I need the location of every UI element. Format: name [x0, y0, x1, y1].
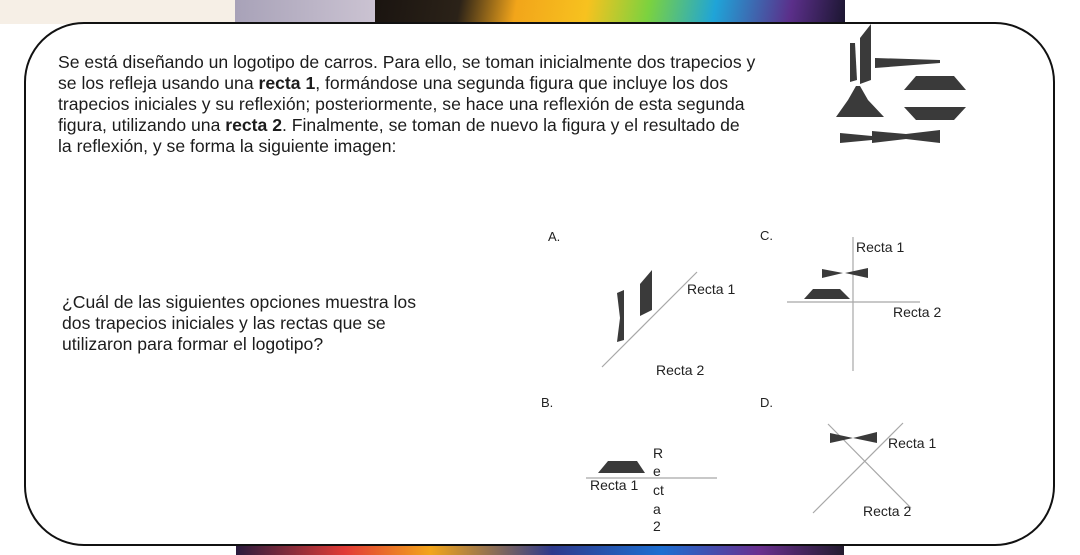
option-b-trapezoid — [598, 461, 645, 473]
logo-top-bowtie — [875, 58, 940, 68]
option-d[interactable] — [760, 395, 936, 519]
option-b-recta-2-char-3: ct — [653, 482, 664, 498]
option-d-recta-1-label: Recta 1 — [888, 435, 937, 451]
option-d-recta-2-label: Recta 2 — [863, 503, 912, 519]
option-c-trapezoid — [804, 289, 850, 299]
logo-bottom-bowtie-right — [872, 130, 940, 143]
statement-text-3: . Finalmente, se toman de nuevo la figura y el resultado de la reflexión, y se forma la siguiente imagen: — [58, 115, 740, 156]
option-b-recta-2-char-5: 2 — [653, 518, 661, 534]
option-d-letter: D. — [760, 395, 773, 410]
option-b-recta-2-char-4: a — [653, 501, 661, 517]
option-d-bowtie-left — [830, 433, 853, 443]
statement-text-1: Se está diseñando un logotipo de carros. Para ello, se toman inicialmente dos trapecios y se los refleja usando una — [58, 52, 756, 93]
option-c-letter: C. — [760, 228, 773, 243]
option-c-recta-2-label: Recta 2 — [893, 304, 942, 320]
option-b-recta-1-label: Recta 1 — [590, 477, 639, 493]
option-b[interactable] — [541, 395, 717, 534]
logo-bottom-bowtie-left — [840, 133, 875, 143]
option-b-letter: B. — [541, 395, 554, 410]
option-c-recta-1-label: Recta 1 — [856, 239, 905, 255]
option-b-recta-2-char-2: e — [653, 463, 661, 479]
option-c[interactable] — [760, 228, 941, 371]
statement-bold-recta-2: recta 2 — [225, 115, 282, 135]
logo-left-bar — [860, 24, 871, 84]
option-a-trapezoid — [640, 270, 652, 316]
option-a-left-hourglass — [617, 290, 624, 342]
logo-figure — [836, 24, 966, 143]
option-b-recta-2-char-1: R — [653, 445, 664, 461]
option-d-bowtie-right — [853, 432, 877, 443]
option-a-recta-2-label: Recta 2 — [656, 362, 705, 378]
question-text: ¿Cuál de las siguientes opciones muestra los dos trapecios iniciales y las rectas que se utilizaron para formar el logotipo? — [62, 292, 417, 354]
option-a-recta-1-label: Recta 1 — [687, 281, 736, 297]
option-c-bowtie-left — [822, 269, 843, 278]
option-a-letter: A. — [548, 229, 561, 244]
statement-text-2: , formándose una segunda figura que incluye los dos trapecios iniciales y su reflexión; posteriormente, se hace una reflexión de esta segunda figura, utilizando una — [58, 73, 745, 135]
option-a[interactable] — [548, 229, 735, 378]
logo-right-trapezoid-top — [904, 76, 966, 90]
logo-left-hourglass — [836, 86, 884, 117]
logo-right-trapezoid-bottom — [904, 107, 966, 120]
logo-left-bar-thin — [850, 43, 857, 82]
option-c-bowtie-right — [845, 268, 868, 278]
statement-bold-recta-1: recta 1 — [258, 73, 316, 93]
